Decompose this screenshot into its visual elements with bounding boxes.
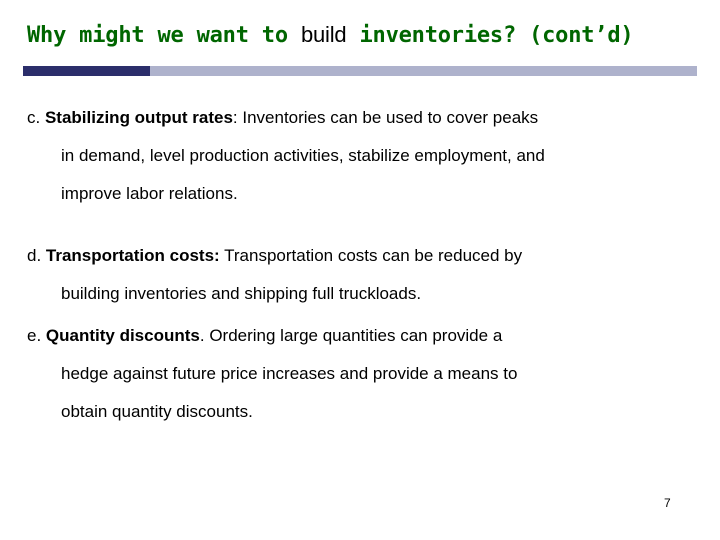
list-item-e-text: . Ordering large quantities can provide a (199, 326, 503, 345)
list-item-c-term: Stabilizing output rates (44, 108, 233, 127)
list-item-d-term: Transportation costs: (45, 246, 220, 265)
list-item-c-first-line (27, 99, 545, 137)
list-item-d-marker: d. (27, 246, 46, 265)
list-item-e-line-2: hedge against future price increases and provide a means to (61, 364, 518, 383)
list-item-e-first-line (27, 317, 517, 355)
list-item-c-marker: c. (27, 108, 45, 127)
slide-title-part-1: Why might we want to (27, 23, 301, 48)
list-item-c-text: : Inventories can be used to cover peaks (232, 108, 539, 127)
title-underline-light-segment (150, 66, 697, 76)
list-item-d-first-line (27, 237, 522, 275)
list-item-e-line-3: obtain quantity discounts. (61, 402, 253, 421)
list-item-e-term: Quantity discounts (45, 326, 200, 345)
list-item-c-line-3: improve labor relations. (61, 184, 238, 203)
list-item-e (27, 317, 517, 431)
list-item-d (27, 237, 522, 313)
list-item-e-marker: e. (27, 326, 46, 345)
list-item-c-line-2: in demand, level production activities, stabilize employment, and (61, 146, 545, 165)
page-number: 7 (664, 496, 671, 510)
list-item-d-line-2: building inventories and shipping full truckloads. (61, 284, 422, 303)
list-item-d-text: Transportation costs can be reduced by (219, 246, 523, 265)
slide-title-part-3: inventories? (cont’d) (346, 23, 634, 48)
slide-title (27, 22, 633, 48)
title-underline-dark-segment (23, 66, 150, 76)
list-item-c (27, 99, 545, 213)
slide-title-part-2: build (300, 22, 347, 47)
